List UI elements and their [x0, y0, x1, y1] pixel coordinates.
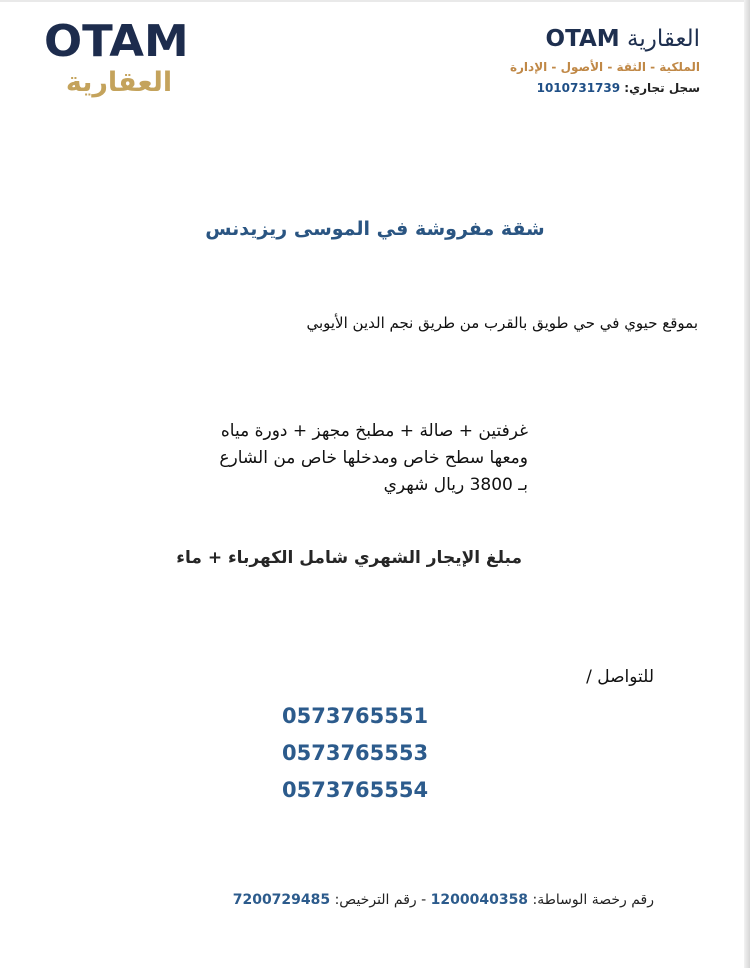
otam-logo: [44, 16, 194, 98]
cr-label: سجل تجاري:: [624, 81, 700, 95]
listing-title: شقة مفروشة في الموسى ريزيدنس: [205, 218, 545, 240]
logo-arabic-text: العقارية: [65, 67, 173, 98]
brokerage-license-number: 1200040358: [430, 892, 529, 908]
company-name-arabic: العقارية: [627, 26, 700, 52]
phone-list: [282, 698, 482, 809]
page-right-edge: [744, 0, 750, 968]
phone-number[interactable]: 0573765553: [282, 741, 429, 765]
company-name-latin: OTAM: [545, 26, 620, 52]
license-footer: [233, 892, 654, 908]
company-name: [510, 22, 700, 56]
phone-number[interactable]: 0573765554: [282, 778, 429, 802]
letterhead-info: [510, 22, 700, 98]
cr-number: 1010731739: [536, 81, 621, 95]
page-top-edge: [0, 0, 750, 2]
brokerage-license-label: رقم رخصة الوساطة:: [532, 892, 654, 908]
company-tagline: الملكية - الثقة - الأصول - الإدارة: [509, 60, 700, 74]
contact-label: للتواصل /: [586, 667, 654, 687]
listing-location: بموقع حيوي في حي طويق بالقرب من طريق نجم الدين الأيوبي: [306, 314, 698, 332]
license-number: 7200729485: [232, 892, 331, 908]
listing-details: [219, 418, 528, 499]
commercial-registration: [510, 78, 700, 98]
rent-inclusion-note: مبلغ الإيجار الشهري شامل الكهرباء + ماء: [176, 548, 522, 568]
detail-line: غرفتين + صالة + مطبخ مجهز + دورة مياه: [220, 421, 528, 441]
detail-line: ومعها سطح خاص ومدخلها خاص من الشارع: [219, 448, 528, 468]
license-label: رقم الترخيص:: [334, 892, 417, 908]
footer-separator: -: [421, 892, 427, 908]
logo-latin-text: OTAM: [44, 16, 189, 67]
detail-line-price: بـ 3800 ريال شهري: [383, 475, 528, 495]
phone-number[interactable]: 0573765551: [282, 704, 429, 728]
